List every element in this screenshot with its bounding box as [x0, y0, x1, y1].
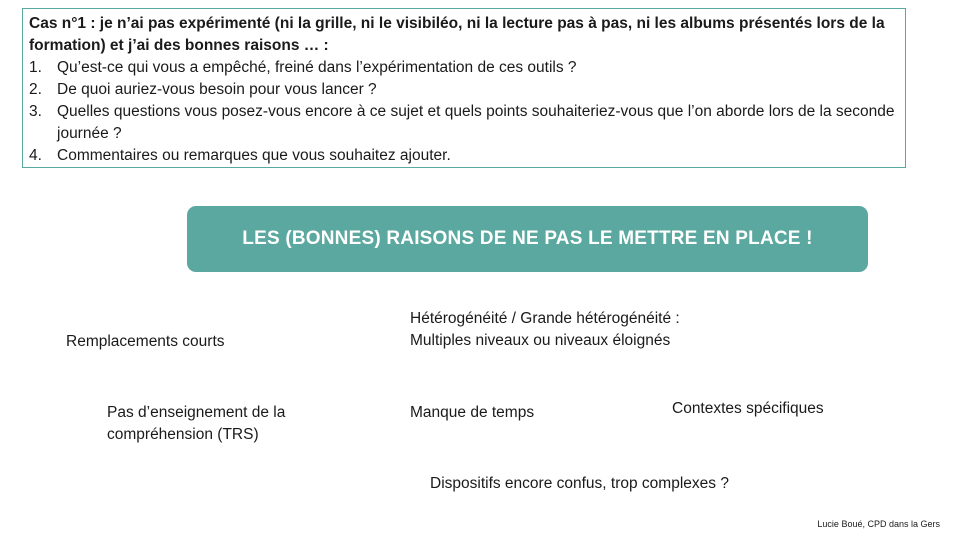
reason-lack-of-time	[410, 402, 534, 424]
reason-line: Contextes spécifiques	[672, 400, 824, 417]
item-text: De quoi auriez-vous besoin pour vous lancer ?	[57, 81, 377, 98]
list-item	[29, 57, 897, 79]
case-box	[22, 8, 906, 168]
question-list	[29, 57, 897, 167]
item-text: Quelles questions vous posez-vous encore à ce sujet et quels points souhaiteriez-vous que l’on aborde lors de la seconde journée ?	[57, 103, 895, 142]
reason-no-comprehension-teaching	[107, 402, 285, 446]
item-number: 4.	[29, 147, 42, 164]
reason-confusing-devices	[430, 473, 729, 495]
item-text: Commentaires ou remarques que vous souhaitez ajouter.	[57, 147, 451, 164]
item-number: 1.	[29, 59, 42, 76]
footer-credit: Lucie Boué, CPD dans la Gers	[817, 519, 940, 529]
reason-line: compréhension (TRS)	[107, 426, 259, 443]
banner-title: LES (BONNES) RAISONS DE NE PAS LE METTRE EN PLACE !	[242, 228, 813, 249]
item-text: Qu’est-ce qui vous a empêché, freiné dans l’expérimentation de ces outils ?	[57, 59, 577, 76]
section-banner	[187, 206, 868, 272]
reason-specific-contexts	[672, 398, 824, 420]
list-item	[29, 101, 897, 145]
reason-line: Manque de temps	[410, 404, 535, 421]
reason-line: Dispositifs encore confus, trop complexes ?	[430, 475, 729, 492]
item-number: 2.	[29, 81, 42, 98]
item-number: 3.	[29, 103, 42, 120]
reason-line: Pas d’enseignement de la	[107, 404, 286, 421]
reason-line: Hétérogénéité / Grande hétérogénéité :	[410, 310, 680, 327]
reason-heterogeneity	[410, 308, 680, 352]
reason-line: Remplacements courts	[66, 333, 225, 350]
list-item	[29, 145, 897, 167]
case-title: Cas n°1 : je n’ai pas expérimenté (ni la grille, ni le visibiléo, ni la lecture pas à pas, ni les albums présentés lors de la formation) et j’ai des bonnes raisons … :	[29, 15, 885, 54]
reason-short-replacements	[66, 331, 225, 353]
reason-line: Multiples niveaux ou niveaux éloignés	[410, 332, 671, 349]
list-item	[29, 79, 897, 101]
